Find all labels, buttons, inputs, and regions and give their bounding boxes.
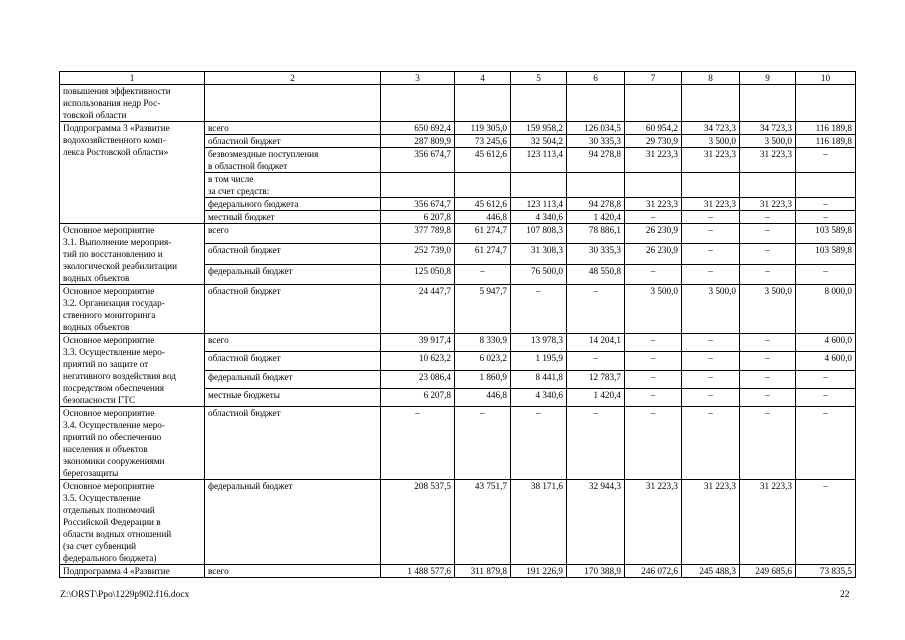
value-cell: – — [682, 244, 740, 264]
value-cell — [567, 173, 625, 198]
table-row — [60, 122, 856, 135]
value-cell: – — [625, 352, 682, 370]
funding-source-cell: областной бюджет — [205, 352, 381, 370]
value-cell: 4 340,6 — [511, 211, 567, 224]
funding-source-cell: областной бюджет — [205, 285, 381, 334]
value-cell: 4 340,6 — [511, 388, 567, 406]
table-body — [60, 85, 856, 578]
funding-source-cell: всего — [205, 224, 381, 244]
value-cell: 103 589,8 — [796, 244, 856, 264]
budget-table-container — [59, 71, 856, 578]
value-cell: – — [682, 407, 740, 480]
value-cell: 43 751,7 — [455, 480, 511, 565]
program-name-cell: повышения эффективности использования недр Рос- товской области — [60, 85, 205, 122]
value-cell: 356 674,7 — [381, 198, 455, 211]
table-row — [60, 334, 856, 352]
value-cell: 94 278,8 — [567, 148, 625, 173]
value-cell: 30 335,3 — [567, 135, 625, 148]
value-cell: – — [796, 480, 856, 565]
funding-source-cell: областной бюджет — [205, 244, 381, 264]
value-cell: 119 305,0 — [455, 122, 511, 135]
value-cell: 1 488 577,6 — [381, 565, 455, 578]
value-cell: – — [740, 407, 796, 480]
value-cell: 123 113,4 — [511, 148, 567, 173]
value-cell: – — [740, 211, 796, 224]
value-cell: – — [381, 407, 455, 480]
value-cell: 38 171,6 — [511, 480, 567, 565]
program-name-cell: Подпрограмма 3 «Развитие водохозяйственного комп- лекса Ростовской области» — [60, 122, 205, 224]
table-row — [60, 480, 856, 565]
value-cell — [740, 85, 796, 122]
value-cell: 246 072,6 — [625, 565, 682, 578]
header-cell: 2 — [205, 72, 381, 85]
value-cell: – — [625, 388, 682, 406]
funding-source-cell: всего — [205, 122, 381, 135]
value-cell — [740, 173, 796, 198]
value-cell: 31 223,3 — [625, 148, 682, 173]
value-cell: – — [625, 334, 682, 352]
program-name-cell: Подпрограмма 4 «Развитие — [60, 565, 205, 578]
value-cell: 125 050,8 — [381, 264, 455, 284]
program-name-cell: Основное мероприятие 3.3. Осуществление меро- приятий по защите от негативного воздействия вод посредством обеспечения безопасности ГТС — [60, 334, 205, 407]
value-cell: 8 441,8 — [511, 370, 567, 388]
value-cell: – — [455, 264, 511, 284]
value-cell: 13 978,3 — [511, 334, 567, 352]
value-cell: 78 886,1 — [567, 224, 625, 244]
value-cell: 31 223,3 — [740, 198, 796, 211]
program-name-cell: Основное мероприятие 3.2. Организация государ- ственного мониторинга водных объектов — [60, 285, 205, 334]
value-cell: – — [740, 244, 796, 264]
value-cell: 116 189,8 — [796, 135, 856, 148]
value-cell: – — [796, 211, 856, 224]
value-cell: – — [740, 224, 796, 244]
program-name-cell: Основное мероприятие 3.1. Выполнение мероприя- тий по восстановлению и экологической реабилитации водных объектов — [60, 224, 205, 285]
value-cell: 73 245,6 — [455, 135, 511, 148]
value-cell: 287 809,9 — [381, 135, 455, 148]
value-cell: 103 589,8 — [796, 224, 856, 244]
value-cell: 1 420,4 — [567, 211, 625, 224]
value-cell: 14 204,1 — [567, 334, 625, 352]
value-cell: 3 500,0 — [682, 285, 740, 334]
funding-source-cell: областной бюджет — [205, 407, 381, 480]
page-number: 22 — [840, 590, 850, 600]
value-cell — [567, 85, 625, 122]
value-cell — [796, 85, 856, 122]
value-cell — [682, 173, 740, 198]
value-cell: 45 612,6 — [455, 148, 511, 173]
value-cell: 6 207,8 — [381, 388, 455, 406]
value-cell: – — [682, 264, 740, 284]
table-row — [60, 224, 856, 244]
value-cell: 208 537,5 — [381, 480, 455, 565]
value-cell: 252 739,0 — [381, 244, 455, 264]
value-cell: 76 500,0 — [511, 264, 567, 284]
header-cell: 6 — [567, 72, 625, 85]
value-cell — [455, 85, 511, 122]
value-cell: 31 223,3 — [740, 480, 796, 565]
value-cell: 48 550,8 — [567, 264, 625, 284]
value-cell: 245 488,3 — [682, 565, 740, 578]
value-cell: – — [625, 407, 682, 480]
value-cell: 32 504,2 — [511, 135, 567, 148]
value-cell: – — [625, 370, 682, 388]
value-cell: – — [455, 407, 511, 480]
funding-source-cell — [205, 85, 381, 122]
value-cell: – — [740, 352, 796, 370]
value-cell: 446,8 — [455, 388, 511, 406]
budget-table — [59, 71, 856, 578]
value-cell: – — [740, 388, 796, 406]
program-name-cell: Основное мероприятие 3.5. Осуществление отдельных полномочий Российской Федерации в области водных отношений (за счет субвенций федерального бюджета) — [60, 480, 205, 565]
header-cell: 4 — [455, 72, 511, 85]
value-cell: – — [567, 285, 625, 334]
funding-source-cell: федеральный бюджет — [205, 264, 381, 284]
header-row — [60, 72, 856, 85]
table-row — [60, 565, 856, 578]
value-cell — [625, 85, 682, 122]
value-cell — [682, 85, 740, 122]
value-cell — [381, 173, 455, 198]
value-cell: 30 335,3 — [567, 244, 625, 264]
value-cell: 5 947,7 — [455, 285, 511, 334]
value-cell: 31 223,3 — [682, 198, 740, 211]
value-cell: 3 500,0 — [740, 135, 796, 148]
value-cell: 24 447,7 — [381, 285, 455, 334]
funding-source-cell: федеральный бюджет — [205, 480, 381, 565]
value-cell: 1 860,9 — [455, 370, 511, 388]
value-cell: 3 500,0 — [682, 135, 740, 148]
value-cell: 6 207,8 — [381, 211, 455, 224]
value-cell: 8 330,9 — [455, 334, 511, 352]
value-cell: 31 223,3 — [682, 480, 740, 565]
value-cell: 6 023,2 — [455, 352, 511, 370]
value-cell: 4 600,0 — [796, 352, 856, 370]
value-cell: 446,8 — [455, 211, 511, 224]
value-cell: – — [740, 334, 796, 352]
value-cell: – — [511, 285, 567, 334]
value-cell: – — [796, 370, 856, 388]
value-cell: 1 420,4 — [567, 388, 625, 406]
value-cell: – — [796, 148, 856, 173]
value-cell: 39 917,4 — [381, 334, 455, 352]
value-cell — [796, 173, 856, 198]
header-cell: 3 — [381, 72, 455, 85]
value-cell: 4 600,0 — [796, 334, 856, 352]
header-cell: 10 — [796, 72, 856, 85]
header-cell: 1 — [60, 72, 205, 85]
header-cell: 5 — [511, 72, 567, 85]
value-cell: – — [625, 264, 682, 284]
table-row — [60, 407, 856, 480]
value-cell: 26 230,9 — [625, 224, 682, 244]
value-cell — [625, 173, 682, 198]
value-cell: 29 730,9 — [625, 135, 682, 148]
funding-source-cell: местные бюджеты — [205, 388, 381, 406]
value-cell: 377 789,8 — [381, 224, 455, 244]
value-cell: 8 000,0 — [796, 285, 856, 334]
value-cell: – — [567, 407, 625, 480]
value-cell: 3 500,0 — [740, 285, 796, 334]
header-cell: 9 — [740, 72, 796, 85]
value-cell: 73 835,5 — [796, 565, 856, 578]
header-cell: 7 — [625, 72, 682, 85]
value-cell: – — [682, 334, 740, 352]
value-cell: 1 195,9 — [511, 352, 567, 370]
value-cell: 249 685,6 — [740, 565, 796, 578]
value-cell: 34 723,3 — [740, 122, 796, 135]
value-cell: – — [682, 224, 740, 244]
value-cell: 31 308,3 — [511, 244, 567, 264]
table-row — [60, 285, 856, 334]
value-cell: 123 113,4 — [511, 198, 567, 211]
value-cell: 159 958,2 — [511, 122, 567, 135]
value-cell: 356 674,7 — [381, 148, 455, 173]
funding-source-cell: областной бюджет — [205, 135, 381, 148]
value-cell: – — [740, 264, 796, 284]
value-cell — [511, 173, 567, 198]
funding-source-cell: безвозмездные поступления в областной бюджет — [205, 148, 381, 173]
funding-source-cell: местный бюджет — [205, 211, 381, 224]
value-cell: 32 944,3 — [567, 480, 625, 565]
value-cell: 31 223,3 — [625, 198, 682, 211]
value-cell: 12 783,7 — [567, 370, 625, 388]
funding-source-cell: всего — [205, 565, 381, 578]
value-cell: – — [682, 370, 740, 388]
value-cell — [455, 173, 511, 198]
value-cell: 31 223,3 — [682, 148, 740, 173]
value-cell: 94 278,8 — [567, 198, 625, 211]
value-cell: 61 274,7 — [455, 224, 511, 244]
value-cell: – — [567, 352, 625, 370]
value-cell — [511, 85, 567, 122]
value-cell: – — [796, 198, 856, 211]
value-cell: 10 623,2 — [381, 352, 455, 370]
funding-source-cell: федерального бюджета — [205, 198, 381, 211]
value-cell: 650 692,4 — [381, 122, 455, 135]
value-cell: – — [625, 211, 682, 224]
value-cell: – — [796, 388, 856, 406]
value-cell: – — [682, 352, 740, 370]
value-cell — [381, 85, 455, 122]
value-cell: – — [511, 407, 567, 480]
value-cell: – — [796, 264, 856, 284]
value-cell: 107 808,3 — [511, 224, 567, 244]
table-row — [60, 85, 856, 122]
value-cell: 170 388,9 — [567, 565, 625, 578]
value-cell: 60 954,2 — [625, 122, 682, 135]
value-cell: – — [682, 211, 740, 224]
value-cell: 31 223,3 — [625, 480, 682, 565]
value-cell: – — [740, 370, 796, 388]
funding-source-cell: всего — [205, 334, 381, 352]
value-cell: 61 274,7 — [455, 244, 511, 264]
header-cell: 8 — [682, 72, 740, 85]
value-cell: 116 189,8 — [796, 122, 856, 135]
value-cell: 45 612,6 — [455, 198, 511, 211]
value-cell: 34 723,3 — [682, 122, 740, 135]
value-cell: 26 230,9 — [625, 244, 682, 264]
value-cell: 311 879,8 — [455, 565, 511, 578]
file-path: Z:\ORST\Ppo\1229p902.f16.docx — [60, 590, 190, 600]
value-cell: – — [682, 388, 740, 406]
value-cell: 191 226,9 — [511, 565, 567, 578]
value-cell: 31 223,3 — [740, 148, 796, 173]
program-name-cell: Основное мероприятие 3.4. Осуществление меро- приятий по обеспечению населения и объектов экономики сооружениями берегозащиты — [60, 407, 205, 480]
funding-source-cell: федеральный бюджет — [205, 370, 381, 388]
value-cell: 23 086,4 — [381, 370, 455, 388]
value-cell: 3 500,0 — [625, 285, 682, 334]
funding-source-cell: в том числе за счет средств: — [205, 173, 381, 198]
value-cell: 126 034,5 — [567, 122, 625, 135]
value-cell: – — [796, 407, 856, 480]
